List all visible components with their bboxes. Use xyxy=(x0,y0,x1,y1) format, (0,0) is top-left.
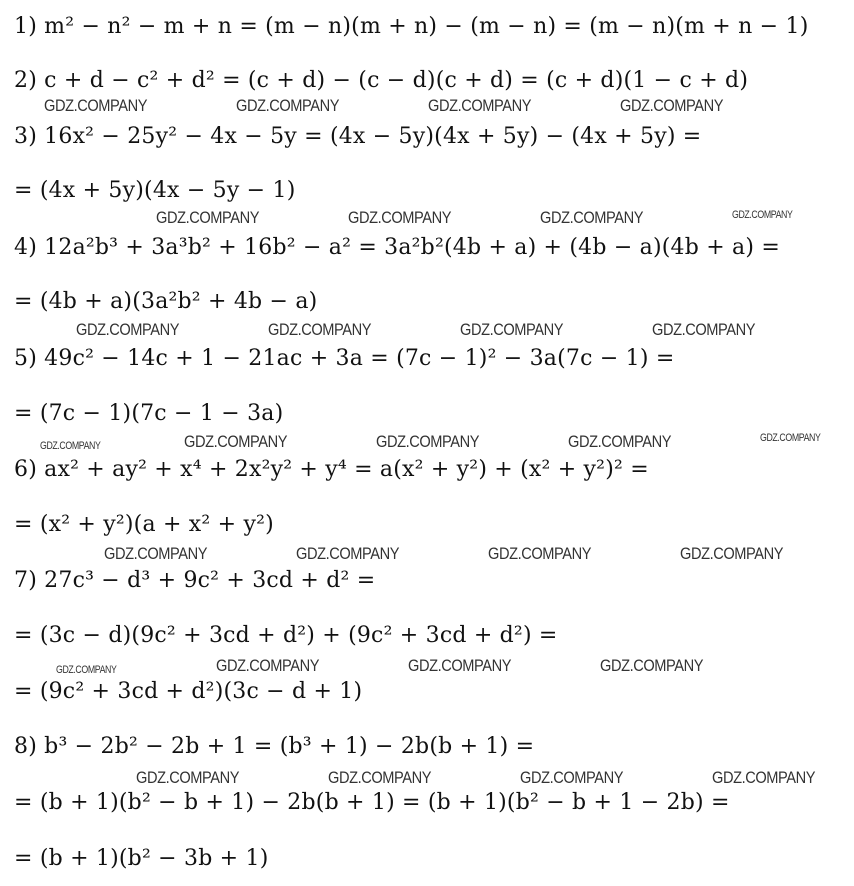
solution-line-8-final: = (b + 1)(b² − 3b + 1) xyxy=(14,846,269,871)
watermark: GDZ.COMPANY xyxy=(540,208,644,227)
watermark: GDZ.COMPANY xyxy=(732,209,793,221)
solution-line-2: 2) c + d − c² + d² = (c + d) − (c − d)(c + d) = (c + d)(1 − c + d) xyxy=(14,68,749,93)
watermark: GDZ.COMPANY xyxy=(488,544,592,563)
solution-line-1: 1) m² − n² − m + n = (m − n)(m + n) − (m − n) = (m − n)(m + n − 1) xyxy=(14,14,809,39)
watermark: GDZ.COMPANY xyxy=(760,432,821,444)
solution-line-5: 5) 49c² − 14c + 1 − 21ac + 3a = (7c − 1)² − 3a(7c − 1) = xyxy=(14,346,675,371)
watermark: GDZ.COMPANY xyxy=(56,664,117,676)
watermark: GDZ.COMPANY xyxy=(184,432,288,451)
watermark: GDZ.COMPANY xyxy=(652,320,756,339)
watermark: GDZ.COMPANY xyxy=(236,96,340,115)
solution-line-7-continued: = (3c − d)(9c² + 3cd + d²) + (9c² + 3cd + d²) = xyxy=(14,623,558,648)
watermark: GDZ.COMPANY xyxy=(620,96,724,115)
watermark: GDZ.COMPANY xyxy=(408,656,512,675)
watermark: GDZ.COMPANY xyxy=(348,208,452,227)
watermark: GDZ.COMPANY xyxy=(216,656,320,675)
watermark: GDZ.COMPANY xyxy=(40,440,101,452)
solution-line-4: 4) 12a²b³ + 3a³b² + 16b² − a² = 3a²b²(4b + a) + (4b − a)(4b + a) = xyxy=(14,235,780,260)
watermark: GDZ.COMPANY xyxy=(104,544,208,563)
solution-line-3: 3) 16x² − 25y² − 4x − 5y = (4x − 5y)(4x + 5y) − (4x + 5y) = xyxy=(14,124,702,149)
solution-line-3-continued: = (4x + 5y)(4x − 5y − 1) xyxy=(14,178,296,203)
solution-line-7: 7) 27c³ − d³ + 9c² + 3cd + d² = xyxy=(14,568,376,593)
watermark: GDZ.COMPANY xyxy=(428,96,532,115)
solution-line-6-continued: = (x² + y²)(a + x² + y²) xyxy=(14,512,274,537)
solution-line-4-continued: = (4b + a)(3a²b² + 4b − a) xyxy=(14,289,318,314)
watermark: GDZ.COMPANY xyxy=(44,96,148,115)
solution-line-5-continued: = (7c − 1)(7c − 1 − 3a) xyxy=(14,401,284,426)
watermark: GDZ.COMPANY xyxy=(76,320,180,339)
watermark: GDZ.COMPANY xyxy=(712,768,816,787)
watermark: GDZ.COMPANY xyxy=(460,320,564,339)
watermark: GDZ.COMPANY xyxy=(520,768,624,787)
watermark: GDZ.COMPANY xyxy=(268,320,372,339)
watermark: GDZ.COMPANY xyxy=(568,432,672,451)
watermark: GDZ.COMPANY xyxy=(156,208,260,227)
watermark: GDZ.COMPANY xyxy=(328,768,432,787)
watermark: GDZ.COMPANY xyxy=(296,544,400,563)
watermark: GDZ.COMPANY xyxy=(376,432,480,451)
watermark: GDZ.COMPANY xyxy=(680,544,784,563)
solution-line-8: 8) b³ − 2b² − 2b + 1 = (b³ + 1) − 2b(b + 1) = xyxy=(14,734,535,759)
solution-line-7-final: = (9c² + 3cd + d²)(3c − d + 1) xyxy=(14,679,363,704)
solution-line-8-continued: = (b + 1)(b² − b + 1) − 2b(b + 1) = (b + 1)(b² − b + 1 − 2b) = xyxy=(14,790,730,815)
solution-line-6: 6) ax² + ay² + x⁴ + 2x²y² + y⁴ = a(x² + y²) + (x² + y²)² = xyxy=(14,457,649,482)
watermark: GDZ.COMPANY xyxy=(600,656,704,675)
watermark: GDZ.COMPANY xyxy=(136,768,240,787)
